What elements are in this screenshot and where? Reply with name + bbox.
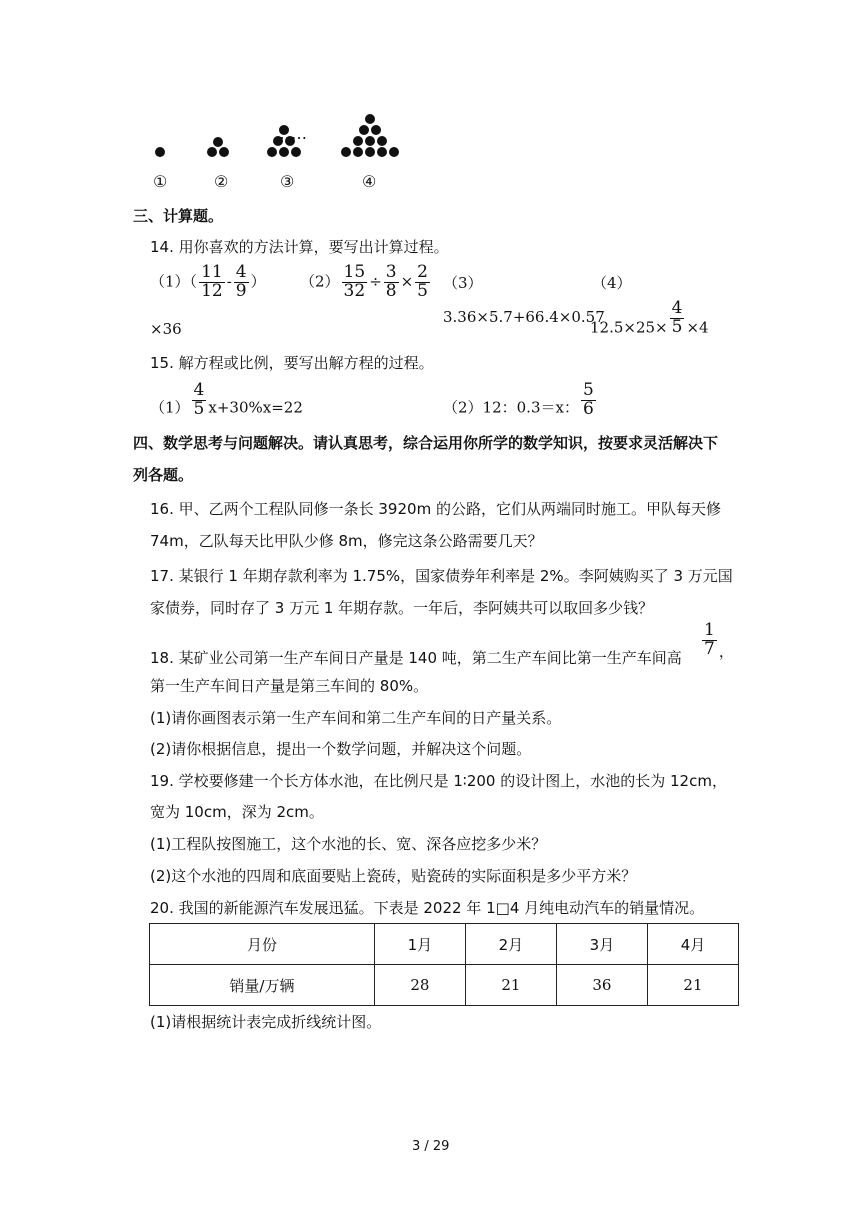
table-header-cell: 月份	[150, 924, 375, 965]
table-header-cell: 1月	[374, 924, 465, 965]
table-header-cell: 4月	[647, 924, 738, 965]
section3-title: 三、计算题。	[133, 207, 224, 225]
dot	[155, 147, 165, 157]
q19-sub2: (2)这个水池的四周和底面要贴上瓷砖，贴瓷砖的实际面积是多少平方米？	[150, 867, 637, 885]
q14-p2-label: （2）	[300, 272, 340, 291]
fraction: $\frac{4}{5}$	[671, 298, 683, 337]
q18-line2: 第一生产车间日产量是第三车间的 80%。	[150, 677, 429, 695]
q14-p4-label: （4）	[592, 274, 632, 292]
table-cell: 21	[465, 965, 556, 1006]
q17-line2: 家债券，同时存了 3 万元 1 年期存款。一年后，李阿姨共可以取回多少钱？	[150, 599, 654, 617]
q14-prompt: 14. 用你喜欢的方法计算，要写出计算过程。	[150, 238, 449, 256]
q14-part2	[300, 264, 432, 301]
q19-line1: 19. 学校要修建一个长方体水池，在比例尺是 1∶200 的设计图上，水池的长为 12cm，	[150, 772, 727, 790]
table-cell: 28	[374, 965, 465, 1006]
operator: -	[226, 272, 232, 291]
q16-line1: 16. 甲、乙两个工程队同修一条长 3920m 的公路，它们从两端同时施工。甲队每天修	[150, 500, 721, 518]
q17-line1: 17. 某银行 1 年期存款利率为 1.75%，国家债券年利率是 2%。李阿姨购买了 3 万元国	[150, 567, 733, 585]
q16-line2: 74m，乙队每天比甲队少修 8m，修完这条公路需要几天？	[150, 532, 543, 550]
table-header-cell: 2月	[465, 924, 556, 965]
fraction: $\frac{15}{32}$	[343, 262, 366, 301]
q14-p1-open: （	[189, 272, 198, 291]
q15-prompt: 15. 解方程或比例，要写出解方程的过程。	[150, 354, 434, 372]
sales-table	[149, 923, 739, 1006]
table-cell: 销量/万辆	[150, 965, 375, 1006]
fraction: $\frac{4}{9}$	[235, 262, 247, 301]
fraction: $\frac{5}{6}$	[582, 380, 594, 419]
operator: ÷	[369, 272, 382, 291]
operator: ×	[400, 272, 414, 291]
q14-p1-close: ）	[250, 272, 266, 291]
q20-sub1: (1)请根据统计表完成折线统计图。	[150, 1013, 382, 1031]
section4-title-line2: 列各题。	[133, 466, 194, 484]
figure-label-4: ④	[362, 172, 377, 191]
q18-line1: 18. 某矿业公司第一生产车间日产量是 140 吨，第二生产车间比第一生产车间高	[150, 649, 682, 667]
fraction: $\frac{4}{5}$	[193, 380, 205, 419]
fraction: $\frac{3}{8}$	[385, 262, 397, 301]
q19-sub1: (1)工程队按图施工，这个水池的长、宽、深各应挖多少米？	[150, 835, 547, 853]
q14-part1	[150, 264, 266, 301]
q18-sub2: (2)请你根据信息，提出一个数学问题，并解决这个问题。	[150, 740, 532, 758]
page-number: 3 / 29	[412, 1139, 450, 1154]
q14-part4: 12.5×25× $\frac{4}{5}$ ×4	[590, 298, 709, 337]
table-row	[150, 924, 739, 965]
figure-label-3: ③	[280, 172, 295, 191]
q14-p3-label: （3）	[443, 274, 483, 292]
q15-eq2: （2）12：0.3＝x： $\frac{5}{6}$	[443, 380, 594, 419]
dot-pattern-figure	[148, 105, 458, 193]
table-header-cell: 3月	[556, 924, 647, 965]
q20-line1: 20. 我国的新能源汽车发展迅猛。下表是 2022 年 1□4 月纯电动汽车的销量情况。	[150, 899, 705, 917]
q14-p1-label: （1）	[150, 272, 190, 291]
figure-label-1: ①	[153, 172, 168, 191]
table-cell: 21	[647, 965, 738, 1006]
q19-line2: 宽为 10cm，深为 2cm。	[150, 803, 324, 821]
ellipsis: ……	[274, 124, 308, 143]
q14-p3-expr: 3.36×5.7+66.4×0.57	[443, 308, 605, 326]
table-row	[150, 965, 739, 1006]
q15-eq1: （1） $\frac{4}{5}$ x+30%x=22	[150, 380, 303, 419]
q18-fraction: $\frac{1}{7}$ ，	[704, 620, 734, 661]
q14-p1-tail: ×36	[150, 320, 182, 338]
table-cell: 36	[556, 965, 647, 1006]
section4-title-line1: 四、数学思考与问题解决。请认真思考，综合运用你所学的数学知识，按要求灵活解决下	[133, 434, 719, 452]
fraction: $\frac{2}{5}$	[417, 262, 428, 301]
fraction: $\frac{11}{12}$	[201, 262, 223, 301]
figure-label-2: ②	[214, 172, 229, 191]
q18-sub1: (1)请你画图表示第一生产车间和第二生产车间的日产量关系。	[150, 709, 562, 727]
